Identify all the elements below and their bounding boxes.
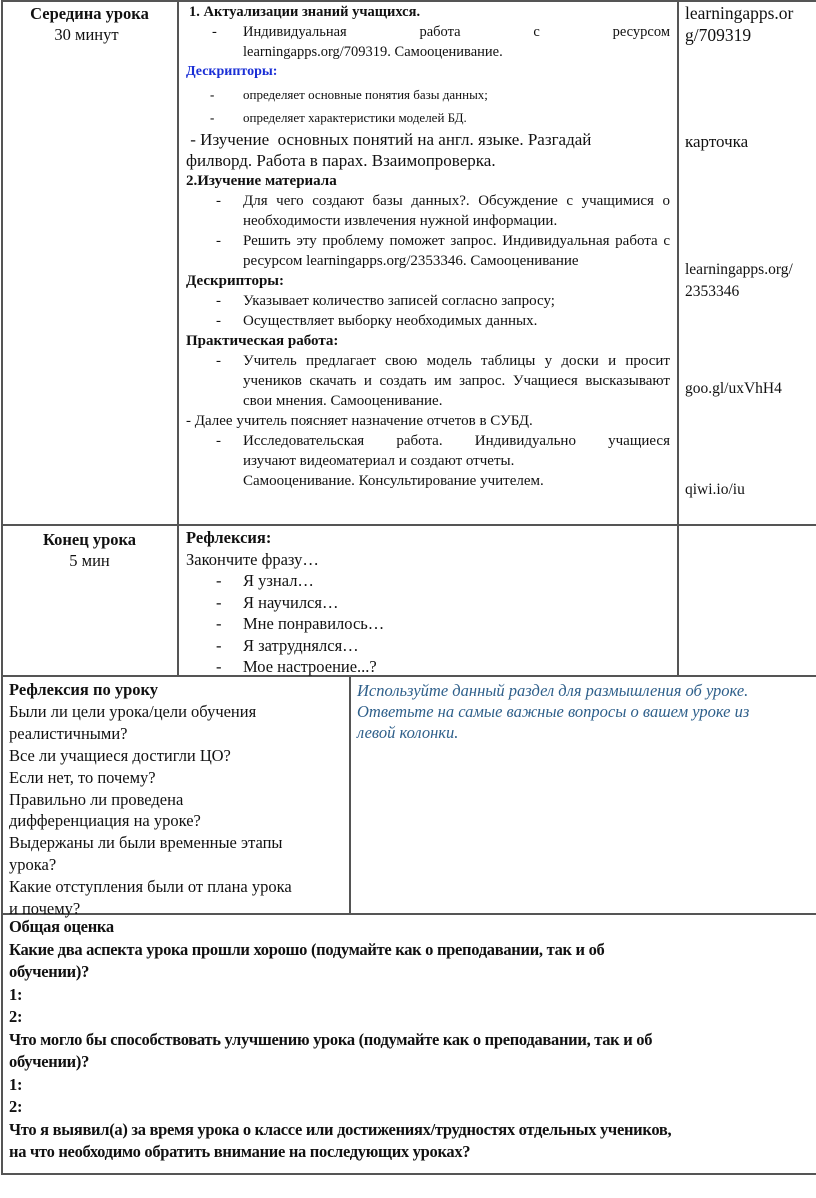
resource-card: карточка bbox=[685, 132, 749, 151]
column-divider-resources bbox=[677, 0, 679, 675]
reflection-question-line: реалистичными? bbox=[9, 723, 128, 743]
overall-line: Какие два аспекта урока прошли хорошо (подумайте как о преподавании, так и об bbox=[9, 939, 605, 959]
stage-title: Середина урока bbox=[30, 4, 149, 23]
reflection-question-line: Были ли цели урока/цели обучения bbox=[9, 701, 257, 721]
list-item-text: определяет основные понятия базы данных; bbox=[243, 87, 488, 102]
list-item: - Я затруднялся… bbox=[216, 635, 359, 655]
overall-line: 2: bbox=[9, 1097, 23, 1116]
overall-line: 1: bbox=[9, 984, 23, 1004]
stage-time: 5 мин bbox=[69, 551, 110, 570]
list-item-text: Я узнал… bbox=[243, 571, 314, 590]
list-item: - Для чего создают базы данных?. Обсуждение с учащимися о необходимости извлечения нужной информации. bbox=[216, 193, 670, 229]
overall-line: Что я выявил(а) за время урока о классе или достижениях/трудностях отдельных учеников, bbox=[9, 1119, 672, 1139]
list-item: - определяет характеристики моделей БД. bbox=[210, 110, 467, 125]
list-item-text: Решить эту проблему поможет запрос. Индивидуальная работа с ресурсом learningapps.org/2353346. Самооценивание bbox=[243, 233, 670, 269]
descriptors-label-blue: Дескрипторы: bbox=[186, 64, 278, 79]
table-border-left bbox=[1, 0, 3, 1174]
reflection-question-line: Какие отступления были от плана урока bbox=[9, 877, 292, 897]
activities-cell-middle bbox=[186, 2, 670, 491]
overall-line: обучении)? bbox=[9, 962, 90, 981]
list-item: - Учитель предлагает свою модель таблицы у доски и просит учеников скачать и создать им запрос. Учащиеся высказывают свои мнения. Самооценивание. bbox=[216, 353, 670, 409]
resource-link-709319[interactable]: learningapps.or g/709319 bbox=[685, 3, 794, 45]
row-divider-1 bbox=[1, 524, 816, 526]
reflection-question-line: дифференциация на уроке? bbox=[9, 811, 201, 831]
list-item: - Мое настроение...? bbox=[216, 657, 377, 676]
list-item-text: Осуществляет выборку необходимых данных. bbox=[243, 313, 538, 329]
resource-link-2353346[interactable]: learningapps.org/ 2353346 bbox=[685, 261, 793, 300]
list-item-text: Мое настроение...? bbox=[243, 657, 377, 676]
list-item: - Индивидуальная работа с ресурсом learningapps.org/709319. Самооценивание. bbox=[212, 24, 670, 60]
reflection-questions-cell bbox=[9, 679, 347, 920]
overall-line: обучении)? bbox=[9, 1052, 90, 1071]
column-divider-stage bbox=[177, 0, 179, 675]
reflection-question-line: Все ли учащиеся достигли ЦО? bbox=[9, 745, 231, 765]
resource-link-qiwi[interactable]: qiwi.io/iu bbox=[685, 481, 745, 498]
list-item-text: Учитель предлагает свою модель таблицы у доски и просит учеников скачать и создать им запрос. Учащиеся высказывают свои мнения. Самооценивание. bbox=[243, 353, 670, 409]
list-item-text: определяет характеристики моделей БД. bbox=[243, 110, 467, 125]
list-item: - Мне понравилось… bbox=[216, 614, 385, 633]
list-item-text: изучают видеоматериал и создают отчеты. bbox=[243, 453, 515, 469]
list-item-text: learningapps.org/709319. Самооценивание. bbox=[243, 44, 503, 60]
list-item-text: Я научился… bbox=[243, 592, 339, 612]
reflection-question-line: Выдержаны ли были временные этапы bbox=[9, 833, 283, 853]
list-item: - Я узнал… bbox=[216, 571, 314, 590]
section-title-actualization: 1. Актуализации знаний учащихся. bbox=[189, 4, 421, 20]
list-item-text: Я затруднялся… bbox=[243, 635, 359, 655]
activities-cell-end bbox=[186, 527, 670, 678]
list-item: - Исследовательская работа. Индивидуально учащиеся изучают видеоматериал и создают отчеты. Самооценивание. Консультирование учителем. bbox=[216, 433, 670, 489]
section-title-study: 2.Изучение материала bbox=[186, 173, 337, 189]
note-line: Ответьте на самые важные вопросы о вашем уроке из bbox=[357, 702, 750, 721]
reflection-question-line: Если нет, то почему? bbox=[9, 767, 156, 787]
stage-time: 30 минут bbox=[54, 25, 119, 44]
reflection-prompt: Закончите фразу… bbox=[186, 549, 319, 569]
study-line: - Изучение основных понятий на англ. языке. Разгадай bbox=[186, 130, 592, 149]
further-explanation: - Далее учитель поясняет назначение отчетов в СУБД. bbox=[186, 413, 533, 429]
overall-line: 1: bbox=[9, 1074, 23, 1094]
overall-line: 2: bbox=[9, 1007, 23, 1026]
reflection-question-line: и почему? bbox=[9, 899, 81, 919]
reflection-label: Рефлексия: bbox=[186, 528, 272, 547]
study-line: филворд. Работа в парах. Взаимопроверка. bbox=[186, 151, 496, 170]
list-item-text: Исследовательская работа. Индивидуально учащиеся bbox=[243, 433, 670, 449]
overall-title: Общая оценка bbox=[9, 917, 114, 936]
table-border-bottom bbox=[1, 1173, 816, 1175]
list-item-text: Для чего создают базы данных?. Обсуждение с учащимися о необходимости извлечения нужной информации. bbox=[243, 193, 670, 229]
practical-work-label: Практическая работа: bbox=[186, 333, 339, 349]
descriptors-label: Дескрипторы: bbox=[186, 273, 284, 289]
overall-evaluation-cell[interactable] bbox=[9, 916, 816, 1164]
stage-cell-end bbox=[1, 527, 178, 571]
reflection-question-line: урока? bbox=[9, 855, 57, 875]
list-item: - Я научился… bbox=[216, 592, 339, 612]
column-divider-reflection bbox=[349, 675, 351, 913]
stage-cell-middle bbox=[1, 1, 178, 45]
list-item: - Осуществляет выборку необходимых данных. bbox=[216, 313, 538, 329]
list-item-text: Указывает количество записей согласно запросу; bbox=[243, 293, 555, 309]
reflection-title: Рефлексия по уроку bbox=[9, 680, 159, 699]
overall-line: Что могло бы способствовать улучшению урока (подумайте как о преподавании, так и об bbox=[9, 1029, 653, 1049]
list-item: - Решить эту проблему поможет запрос. Индивидуальная работа с ресурсом learningapps.org/2353346. Самооценивание bbox=[216, 233, 670, 269]
overall-line: на что необходимо обратить внимание на последующих уроках? bbox=[9, 1142, 471, 1161]
list-item: - определяет основные понятия базы данных; bbox=[210, 87, 488, 102]
reflection-note-cell[interactable] bbox=[357, 680, 816, 743]
list-item: - Указывает количество записей согласно запросу; bbox=[216, 293, 555, 309]
list-item-text: Самооценивание. Консультирование учителем. bbox=[243, 473, 544, 489]
stage-title: Конец урока bbox=[42, 530, 137, 549]
reflection-question-line: Правильно ли проведена bbox=[9, 789, 184, 809]
note-line: Используйте данный раздел для размышления об уроке. bbox=[357, 681, 749, 700]
list-item-text: Индивидуальная работа с ресурсом bbox=[243, 24, 670, 40]
note-line: левой колонки. bbox=[357, 723, 459, 742]
resource-link-goo-gl[interactable]: goo.gl/uxVhH4 bbox=[685, 380, 782, 397]
list-item-text: Мне понравилось… bbox=[243, 614, 385, 633]
